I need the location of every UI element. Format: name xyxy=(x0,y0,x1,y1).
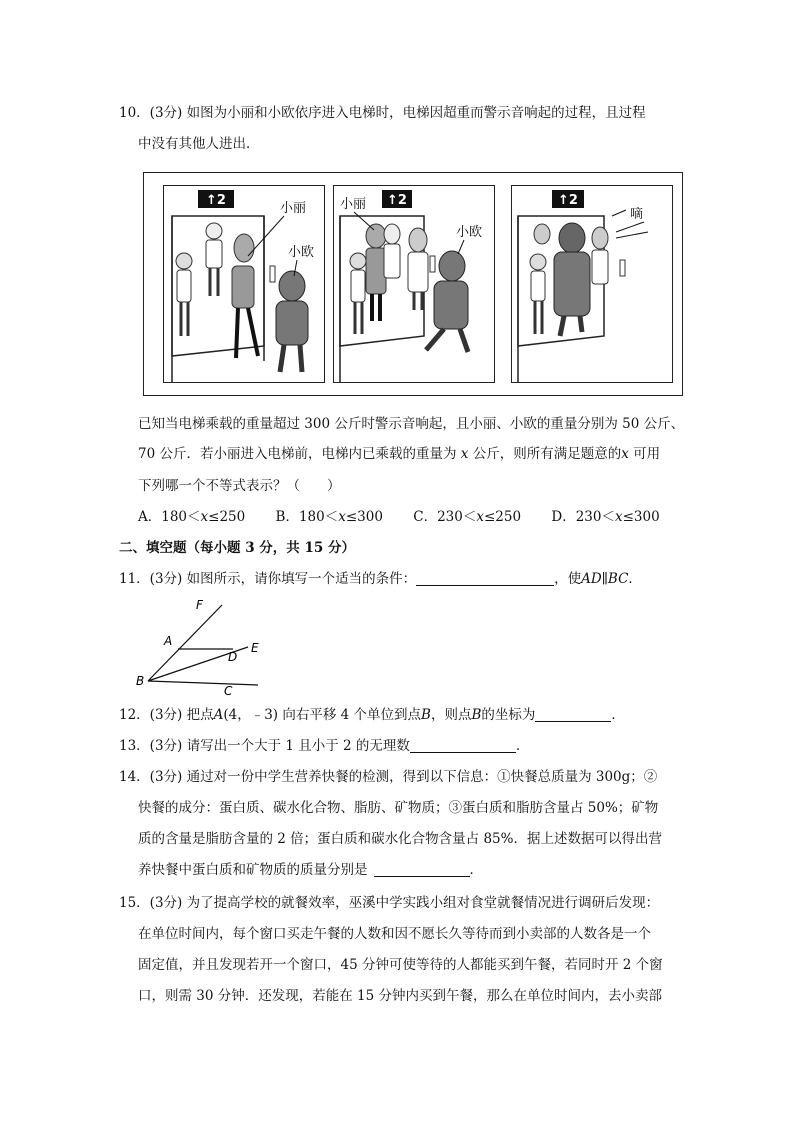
q10-text2: 70 公斤．若小丽进入电梯前，电梯内已乘载的重量为 x 公斤，则所有满足题意的x 可用 xyxy=(138,446,661,462)
floor-sign-text: ↑2 xyxy=(206,193,226,208)
elevator-scene-3 xyxy=(512,186,672,382)
label-xiaoou: 小欧 xyxy=(288,245,315,260)
call-button xyxy=(620,260,625,276)
q15-line1: 15．(3分) 为了提高学校的就餐效率，巫溪中学实践小组对食堂就餐情况进行调研后发现： xyxy=(119,895,660,911)
elevator-scene-1 xyxy=(164,186,324,382)
q10-options xyxy=(138,507,686,527)
q14-line2: 快餐的成分：蛋白质、碳水化合物、脂肪、矿物质；③蛋白质和脂肪含量占 50%；矿物 xyxy=(138,800,659,816)
label-xiaoli: 小丽 xyxy=(340,197,367,212)
q10-line1: 10．(3分) 如图为小丽和小欧依序进入电梯时，电梯因超重而警示音响起的过程，且过程 xyxy=(119,105,646,121)
q10-text1: 已知当电梯乘载的重量超过 300 公斤时警示音响起，且小丽、小欧的重量分别为 50 公斤、 xyxy=(138,416,685,432)
label-xiaoou: 小欧 xyxy=(456,225,483,240)
label-di: 嘀 xyxy=(630,207,644,222)
q14-answer-blank[interactable] xyxy=(374,862,470,877)
call-button xyxy=(270,266,275,282)
elevator-panel-1 xyxy=(163,185,325,383)
point-D: D xyxy=(228,650,238,664)
q14-line1: 14．(3分) 通过对一份中学生营养快餐的检测，得到以下信息：①快餐总质量为 300g；② xyxy=(119,769,658,785)
label-xiaoli: 小丽 xyxy=(280,201,307,216)
option-a[interactable]: A．180＜x≤250 xyxy=(138,509,246,525)
option-b[interactable]: B．180＜x≤300 xyxy=(275,509,383,525)
elevator-panel-3 xyxy=(511,185,673,383)
q15-line3: 固定值，并且发现若开一个窗口，45 分钟可使等待的人都能买到午餐，若同时开 2 个窗 xyxy=(138,957,663,973)
floor-sign-text: ↑2 xyxy=(387,193,407,208)
line-BC xyxy=(148,681,258,685)
option-c[interactable]: C．230＜x≤250 xyxy=(413,509,522,525)
q13-text: 13．(3分) 请写出一个大于 1 且小于 2 的无理数 ． xyxy=(119,738,530,754)
q10-line2: 中没有其他人进出． xyxy=(138,136,260,152)
elevator-panel-2 xyxy=(333,185,495,383)
q12-answer-blank[interactable] xyxy=(535,707,611,722)
q11-text: 11．(3分) 如图所示，请你填写一个适当的条件： ，使AD∥BC． xyxy=(119,571,642,587)
floor-sign-text: ↑2 xyxy=(558,193,578,208)
point-E: E xyxy=(251,641,259,655)
elevator-scene-2 xyxy=(334,186,494,382)
q10-text3: 下列哪一个不等式表示？（ ） xyxy=(138,478,341,494)
call-button xyxy=(430,256,435,272)
q15-line4: 口，则需 30 分钟．还发现，若能在 15 分钟内买到午餐，那么在单位时间内，去小卖部 xyxy=(138,988,663,1004)
point-A: A xyxy=(164,634,173,648)
q13-answer-blank[interactable] xyxy=(410,738,516,753)
q14-line3: 质的含量是脂肪含量的 2 倍；蛋白质和碳水化合物含量占 85%．据上述数据可以得出营 xyxy=(138,831,662,847)
q14-line4: 养快餐中蛋白质和矿物质的质量分别是 ． xyxy=(138,862,483,878)
q11-answer-blank[interactable] xyxy=(416,571,554,586)
point-F: F xyxy=(196,598,203,612)
option-d[interactable]: D．230＜x≤300 xyxy=(551,509,660,525)
q12-text: 12．(3分) 把点A(4，﹣3) 向右平移 4 个单位到点B，则点B的坐标为 ． xyxy=(119,707,625,723)
line-BF xyxy=(148,605,222,681)
point-B: B xyxy=(136,674,145,688)
section-2-title: 二、填空题（每小题 3 分，共 15 分） xyxy=(119,540,355,556)
point-C: C xyxy=(224,684,233,698)
q15-line2: 在单位时间内，每个窗口买走午餐的人数和因不愿长久等待而到小卖部的人数各是一个 xyxy=(138,926,651,942)
q11-geometry-figure xyxy=(130,593,270,703)
